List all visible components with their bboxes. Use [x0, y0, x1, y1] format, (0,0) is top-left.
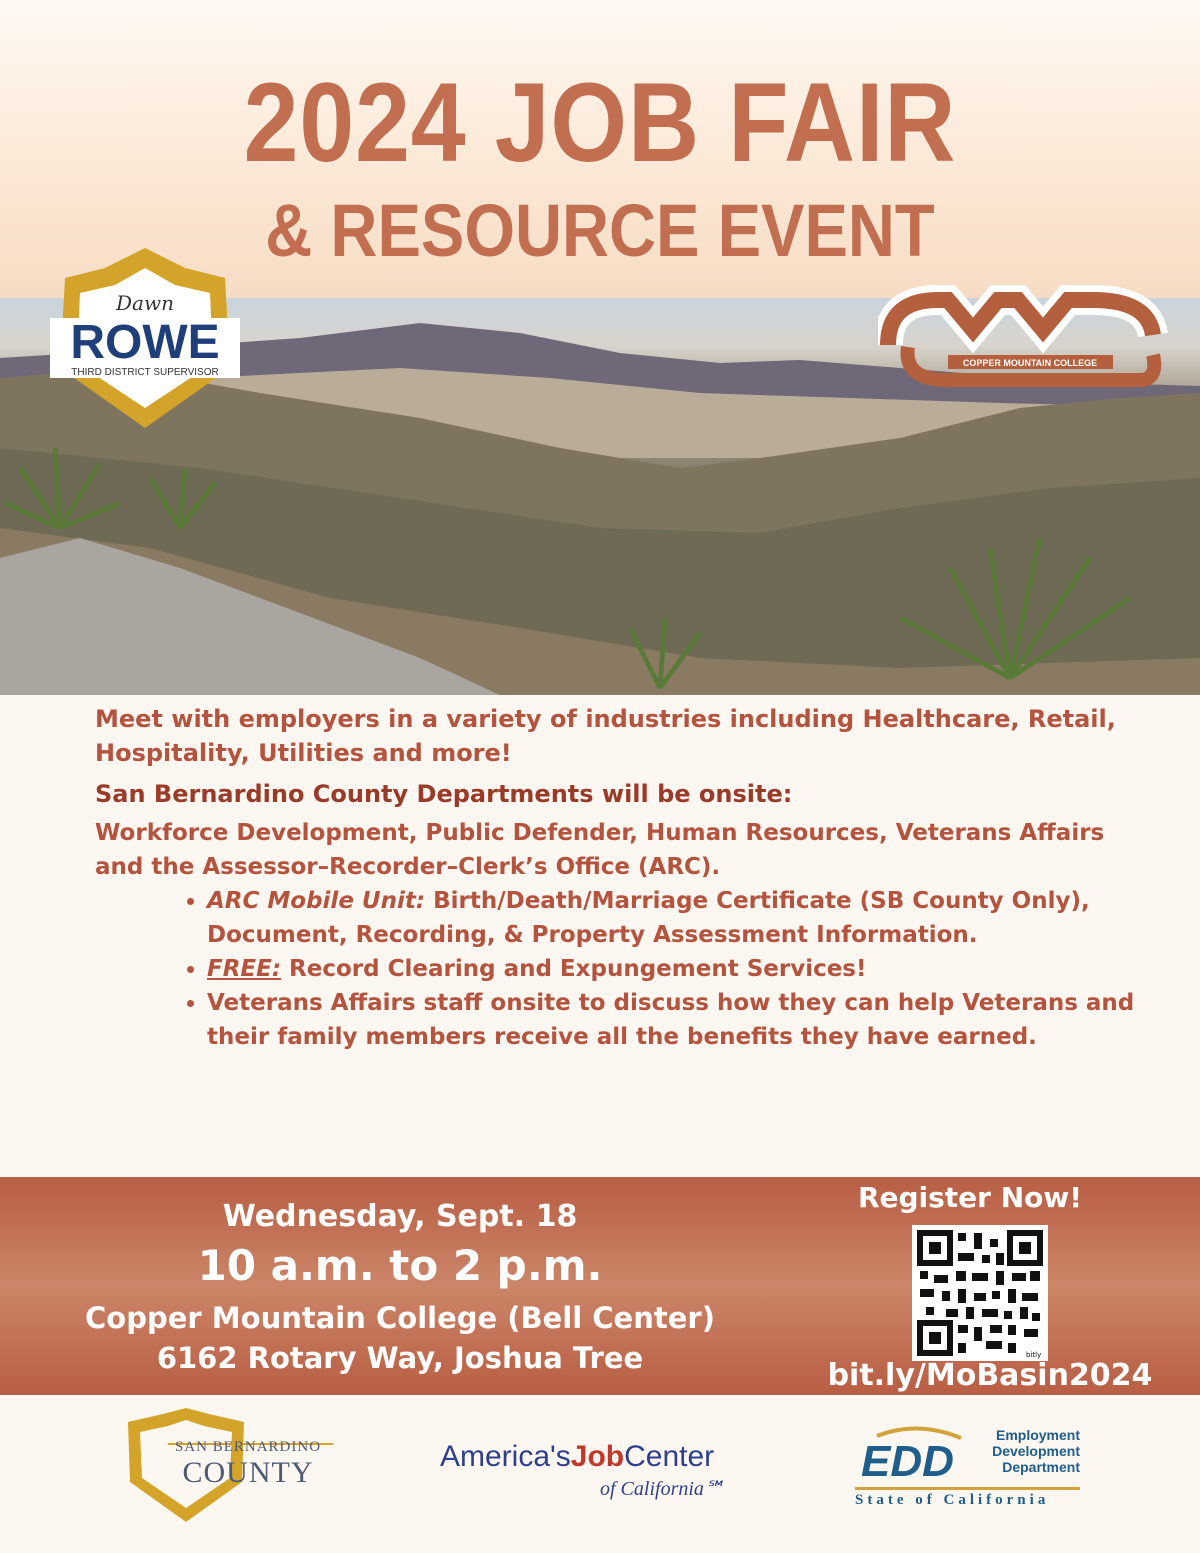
qr-caption: bitly	[1026, 1351, 1042, 1359]
bullet-text: Birth/Death/Marriage Certificate (SB County Only), Document, Recording, & Property Assessment Information.	[207, 888, 1090, 948]
sb-county-line1: SAN BERNARDINO	[174, 1439, 322, 1455]
rowe-caption-text: THIRD DISTRICT SUPERVISOR	[71, 367, 219, 378]
page-title: 2024 JOB FAIR	[243, 60, 957, 185]
rowe-name-text: ROWE	[70, 316, 220, 369]
ajc-part2: Job	[570, 1440, 625, 1473]
bullet-emphasis: FREE:	[207, 956, 282, 982]
copper-mountain-college-logo	[878, 285, 1168, 390]
edd-line1: Employment	[995, 1427, 1080, 1443]
registration-link[interactable]: bit.ly/MoBasin2024	[827, 1358, 1153, 1393]
industries-lead: Meet with employers in a variety of industries including Healthcare, Retail, Hospitality, Utilities and more!	[95, 705, 1116, 767]
edd-state-line: State of California	[855, 1487, 1080, 1509]
list-item	[207, 952, 1155, 986]
bullet-text: Record Clearing and Expungement Services!	[281, 956, 867, 982]
sb-county-line2: COUNTY	[182, 1456, 314, 1489]
departments-heading: San Bernardino County Departments will be onsite:	[95, 780, 793, 808]
event-description	[95, 702, 1155, 1054]
ajc-subtitle: of California℠	[600, 1478, 725, 1500]
edd-logo	[857, 1424, 967, 1484]
edd-mark-text: EDD	[861, 1437, 954, 1484]
bullet-text: Veterans Affairs staff onsite to discuss how they can help Veterans and their family members receive all the benefits they have earned.	[207, 990, 1135, 1050]
ajc-part3: Center	[624, 1440, 715, 1473]
registration-qr-code[interactable]	[912, 1225, 1048, 1361]
cmc-caption-text: COPPER MOUNTAIN COLLEGE	[962, 358, 1098, 368]
event-time: 10 a.m. to 2 p.m.	[197, 1241, 603, 1290]
services-list	[95, 884, 1155, 1054]
event-address: 6162 Rotary Way, Joshua Tree	[156, 1341, 644, 1375]
edd-name	[968, 1427, 1080, 1475]
event-date: Wednesday, Sept. 18	[222, 1199, 578, 1234]
rowe-script-text: Dawn	[116, 291, 174, 315]
page-subtitle: & RESOURCE EVENT	[265, 189, 935, 272]
event-venue: Copper Mountain College (Bell Center)	[85, 1301, 715, 1335]
list-item	[207, 986, 1155, 1054]
edd-line2: Development	[992, 1443, 1080, 1459]
bullet-emphasis: ARC Mobile Unit:	[207, 888, 426, 914]
americas-job-center-logo	[440, 1440, 714, 1474]
event-details	[0, 1177, 800, 1395]
departments-list: Workforce Development, Public Defender, Human Resources, Veterans Affairs and the Assessor–Recorder–Clerk’s Office (ARC).	[95, 820, 1105, 880]
dawn-rowe-logo	[45, 248, 245, 433]
ajc-part1: America's	[440, 1440, 571, 1473]
list-item	[207, 884, 1155, 952]
register-heading: Register Now!	[857, 1181, 1083, 1214]
edd-line3: Department	[1002, 1459, 1080, 1475]
